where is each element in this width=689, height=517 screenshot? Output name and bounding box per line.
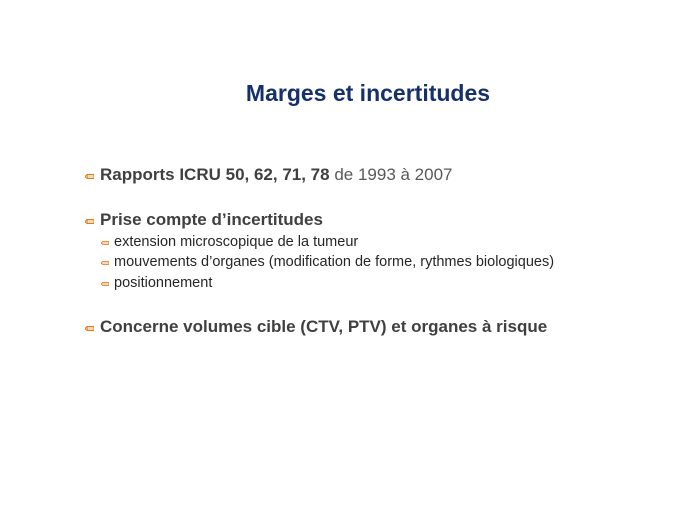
pencil-icon — [85, 326, 94, 331]
sub-bullet-extension — [101, 234, 358, 250]
sub-bullet-text: positionnement — [114, 275, 213, 291]
pencil-icon — [85, 174, 94, 179]
sub-bullet-text: mouvements d’organes (modification de forme, rythmes biologiques) — [114, 254, 555, 270]
bullet-bold-text: Concerne volumes cible (CTV, PTV) et organes à risque — [100, 317, 548, 336]
pencil-icon — [101, 282, 109, 286]
pencil-icon — [101, 261, 109, 265]
bullet-icru-reports — [85, 165, 453, 185]
bullet-normal-text: de 1993 à 2007 — [329, 165, 453, 184]
sub-bullet-text: extension microscopique de la tumeur — [114, 234, 359, 250]
pencil-icon — [85, 219, 94, 224]
sub-bullet-movements — [101, 254, 554, 270]
bullet-bold-text: Rapports ICRU 50, 62, 71, 78 — [100, 165, 330, 184]
bullet-target-volumes — [85, 317, 547, 337]
slide-title: Marges et incertitudes — [245, 80, 491, 106]
bullet-bold-text: Prise compte d’incertitudes — [100, 210, 323, 229]
sub-bullet-positioning — [101, 275, 212, 291]
pencil-icon — [101, 241, 109, 245]
bullet-uncertainties — [85, 210, 323, 230]
